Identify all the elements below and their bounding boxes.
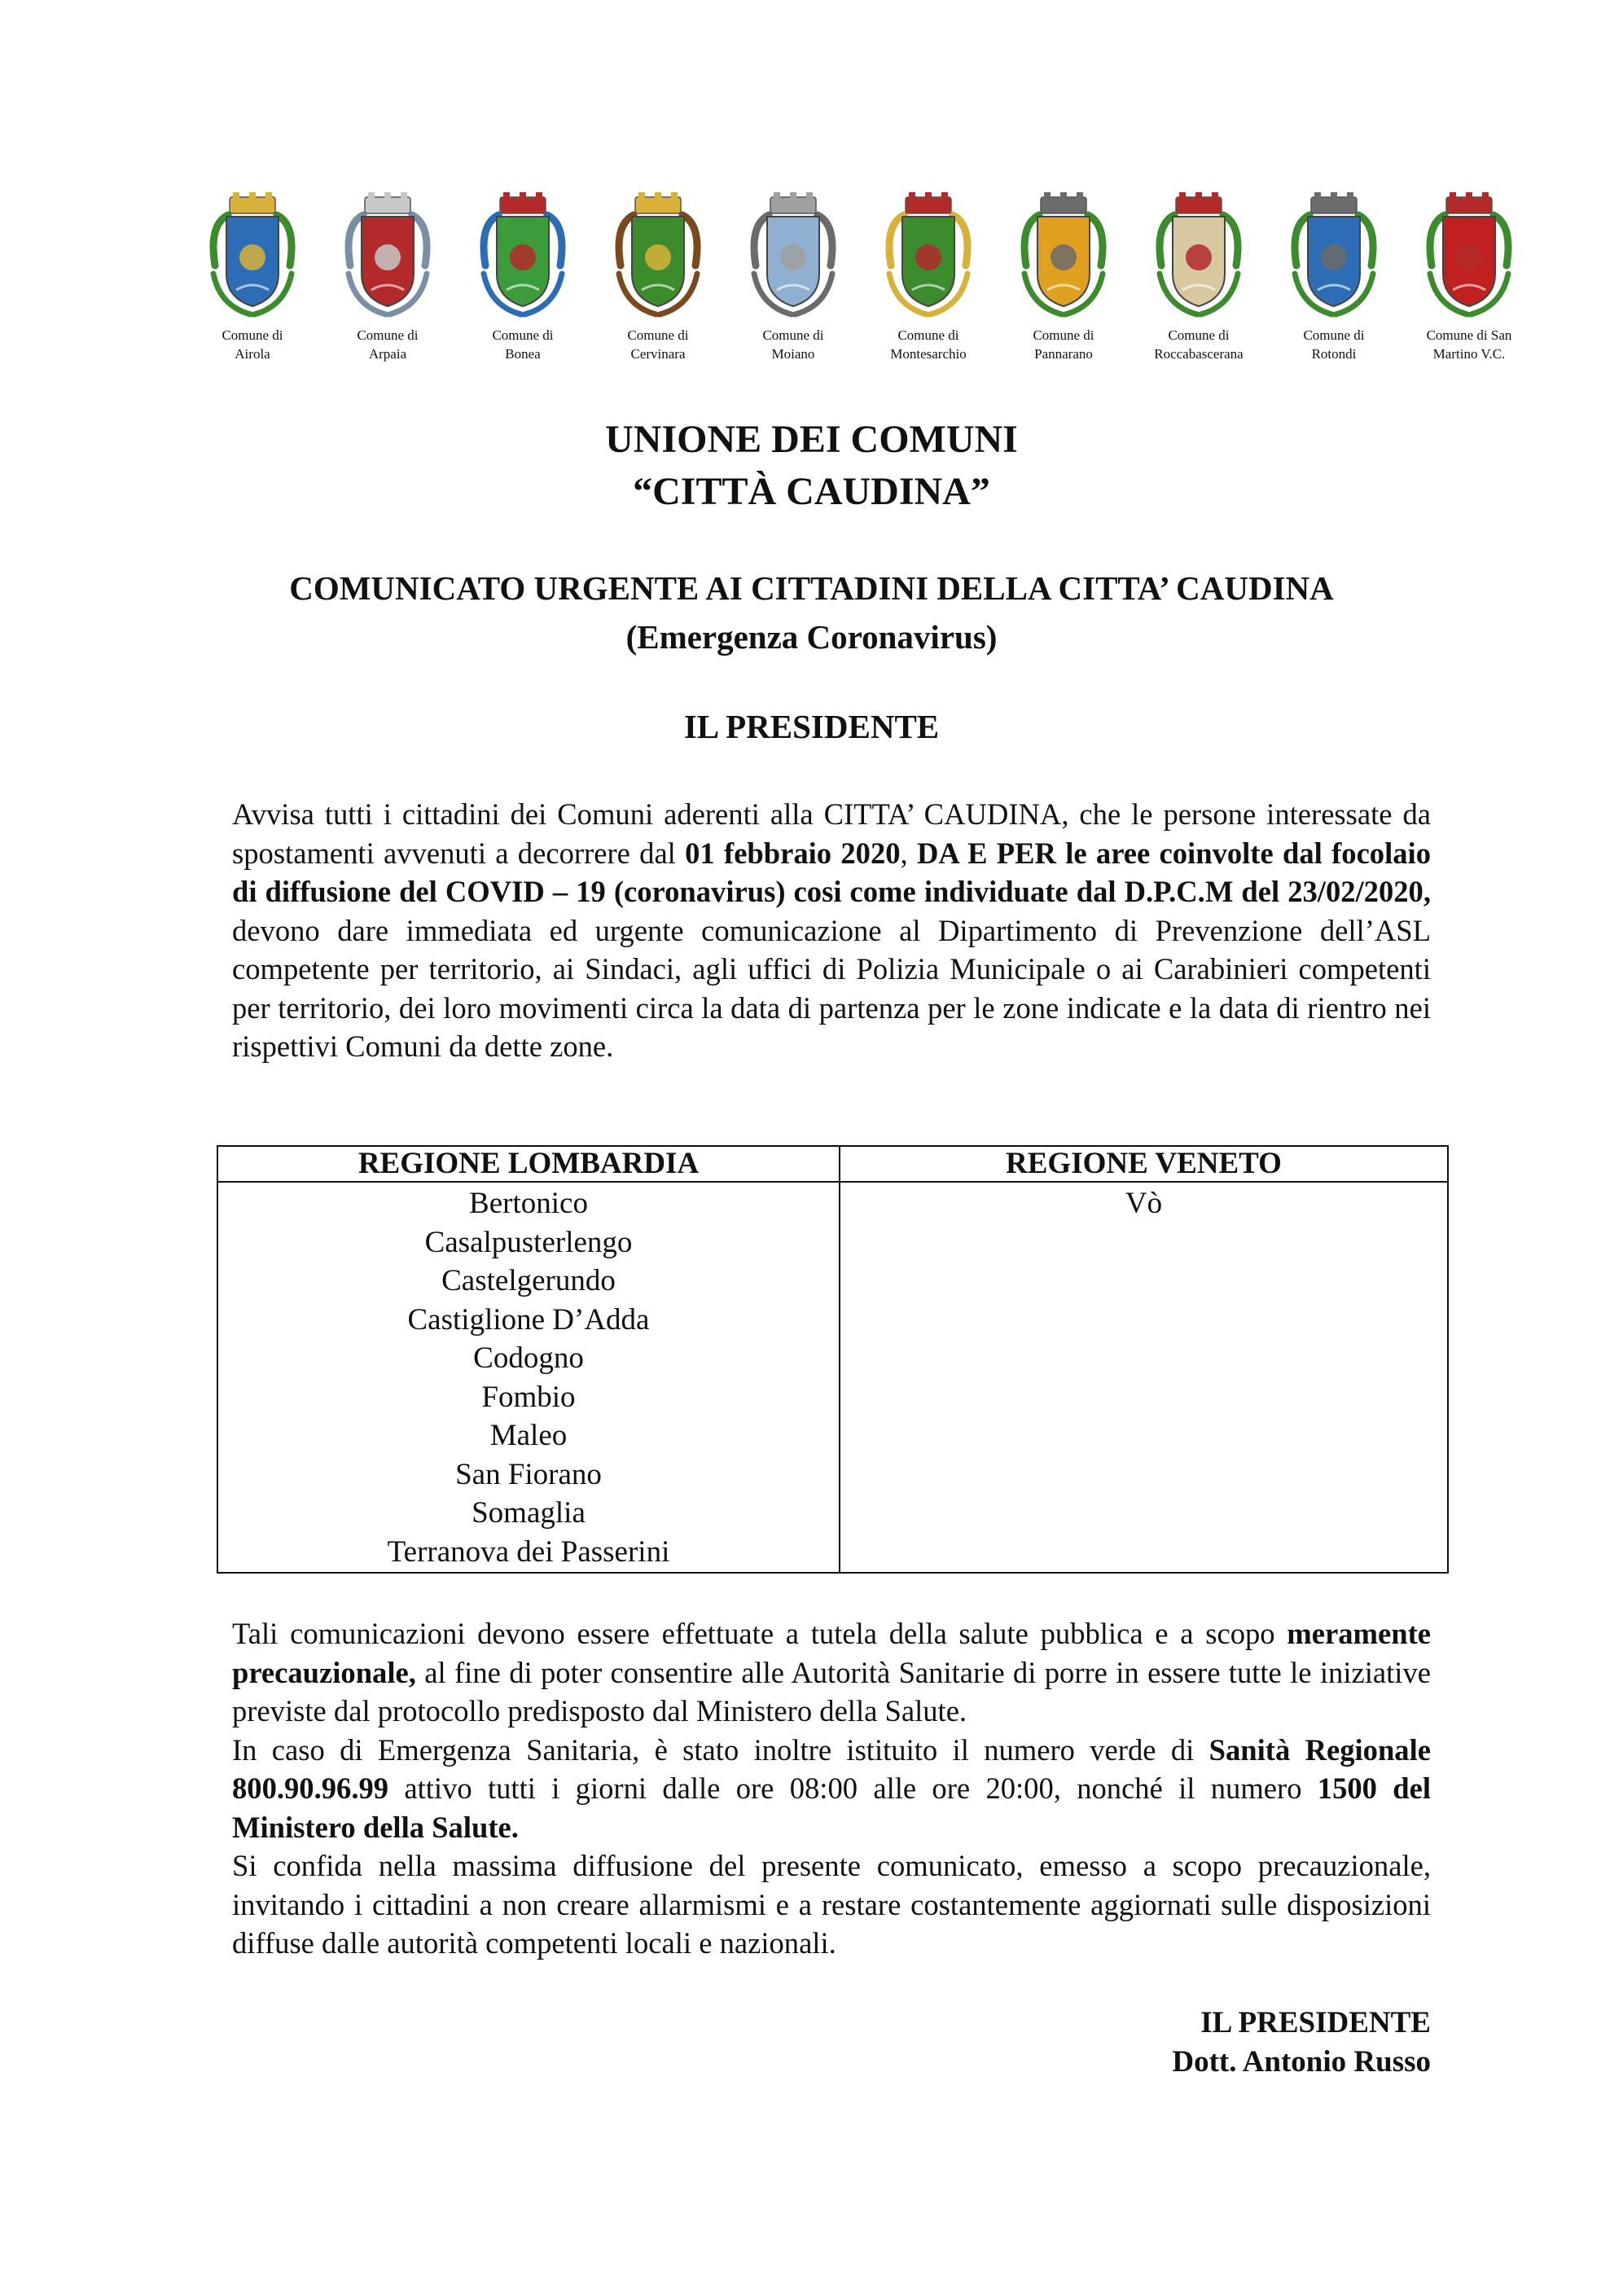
crest-caption-line2: Bonea <box>505 346 541 362</box>
crest-caption-line1: Comune di <box>357 327 419 343</box>
lombardia-town: Terranova dei Passerini <box>387 1534 670 1569</box>
crest-item <box>593 192 723 363</box>
signature-name: Dott. Antonio Russo <box>1172 2045 1431 2079</box>
crest-caption-line1: Comune di <box>222 327 283 343</box>
crest-caption <box>1269 326 1399 363</box>
coat-of-arms-icon <box>879 192 977 323</box>
crest-item <box>1269 192 1399 363</box>
crest-caption-line2: Moiano <box>771 346 815 362</box>
closing-paragraphs <box>232 1614 1431 1963</box>
union-title: UNIONE DEI COMUNI “CITTÀ CAUDINA” <box>605 418 1018 513</box>
crest-caption-line2: Pannarano <box>1034 346 1093 362</box>
column-header-veneto: REGIONE VENETO <box>840 1146 1448 1182</box>
lombardia-town: Casalpusterlengo <box>424 1225 633 1259</box>
crest-caption <box>1134 326 1264 363</box>
crest-caption-line2: Roccabascerana <box>1154 346 1244 362</box>
coat-of-arms-icon <box>339 192 436 323</box>
crest-item <box>863 192 994 363</box>
crest-item <box>998 192 1129 363</box>
column-header-lombardia: REGIONE LOMBARDIA <box>217 1146 840 1182</box>
crest-caption <box>728 326 858 363</box>
coat-of-arms-icon <box>744 192 842 323</box>
crest-caption-line2: Arpaia <box>368 346 407 362</box>
notice-paragraph: Avvisa tutti i cittadini dei Comuni aderenti alla CITTA’ CAUDINA, che le persone interessate da spostamenti avvenuti a decorrere dal 01 febbraio 2020, DA E PER le aree coinvolte dal focolaio di diffusione del COVID – 19 (coronavirus) cosi come individuate dal D.P.C.M del 23/02/2020, devono dare immediata ed urgente comunicazione al Dipartimento di Prevenzione dell’ASL competente per territorio, ai Sindaci, agli uffici di Polizia Municipale o ai Carabinieri competenti per territorio, dei loro movimenti circa la data di partenza per le zone indicate e la data di rientro nei rispettivi Comuni da dette zone. <box>232 797 1431 1063</box>
crest-caption-line2: Cervinara <box>630 346 686 362</box>
lombardia-town: Codogno <box>473 1341 584 1375</box>
crest-item <box>322 192 453 363</box>
affected-zones-table <box>217 1145 1449 1574</box>
crest-caption <box>187 326 318 363</box>
lombardia-town: Somaglia <box>472 1496 586 1530</box>
municipality-crests-row <box>187 192 1523 363</box>
lombardia-town: Fombio <box>481 1380 576 1414</box>
coat-of-arms-icon <box>1420 192 1518 323</box>
crest-caption <box>1404 326 1534 363</box>
crest-caption <box>998 326 1129 363</box>
signature-role: IL PRESIDENTE <box>1200 2006 1431 2039</box>
crest-caption-line2: Martino V.C. <box>1432 346 1506 362</box>
coat-of-arms-icon <box>1150 192 1248 323</box>
precaution-paragraph: Tali comunicazioni devono essere effettuate a tutela della salute pubblica e a scopo meramente precauzionale, al fine di poter consentire alle Autorità Sanitarie di porre in essere tutte le iniziative previste dal protocollo predisposto dal Ministero della Salute. <box>232 1617 1431 1727</box>
diffusion-paragraph: Si confida nella massima diffusione del presente comunicato, emesso a scopo precauzionale, invitando i cittadini a non creare allarmismi e a restare costantemente aggiornati sulle disposizioni diffuse dalle autorità competenti locali e nazionali. <box>232 1849 1431 1960</box>
crest-item <box>187 192 318 363</box>
crest-caption <box>863 326 994 363</box>
crest-caption <box>593 326 723 363</box>
crest-caption <box>322 326 453 363</box>
crest-caption-line1: Comune di San <box>1426 327 1512 343</box>
coat-of-arms-icon <box>1015 192 1112 323</box>
role-heading: IL PRESIDENTE <box>683 708 940 745</box>
crest-caption-line1: Comune di <box>1168 327 1230 343</box>
lombardia-town: Bertonico <box>469 1187 588 1220</box>
crest-caption-line1: Comune di <box>762 327 824 343</box>
crest-caption <box>458 326 588 363</box>
crest-item <box>1134 192 1264 363</box>
hotline-paragraph: In caso di Emergenza Sanitaria, è stato inoltre istituito il numero verde di Sanità Regionale 800.90.96.99 attivo tutti i giorni dalle ore 08:00 alle ore 20:00, nonché il numero 1500 del Ministero della Salute. <box>232 1732 1431 1844</box>
coat-of-arms-icon <box>609 192 707 323</box>
lombardia-town: San Fiorano <box>455 1457 602 1491</box>
crest-caption-line1: Comune di <box>1303 327 1365 343</box>
lombardia-towns <box>217 1182 840 1573</box>
lombardia-town: Castelgerundo <box>441 1264 616 1297</box>
coat-of-arms-icon <box>474 192 572 323</box>
crest-caption-line2: Rotondi <box>1311 346 1357 362</box>
crest-caption-line1: Comune di <box>897 327 959 343</box>
veneto-town: Vò <box>1125 1187 1163 1220</box>
crest-caption-line1: Comune di <box>1033 327 1094 343</box>
notice-subtitle: COMUNICATO URGENTE AI CITTADINI DELLA CITTA’ CAUDINA (Emergenza Coronavirus) <box>289 569 1334 656</box>
crest-item <box>728 192 858 363</box>
crest-item <box>458 192 588 363</box>
lombardia-town: Maleo <box>489 1419 568 1452</box>
crest-caption-line1: Comune di <box>492 327 554 343</box>
coat-of-arms-icon <box>204 192 301 323</box>
coat-of-arms-icon <box>1285 192 1383 323</box>
crest-caption-line1: Comune di <box>627 327 689 343</box>
veneto-towns <box>840 1182 1448 1573</box>
crest-caption-line2: Airola <box>235 346 270 362</box>
crest-caption-line2: Montesarchio <box>890 346 967 362</box>
lombardia-town: Castiglione D’Adda <box>407 1302 650 1337</box>
crest-item <box>1404 192 1534 363</box>
